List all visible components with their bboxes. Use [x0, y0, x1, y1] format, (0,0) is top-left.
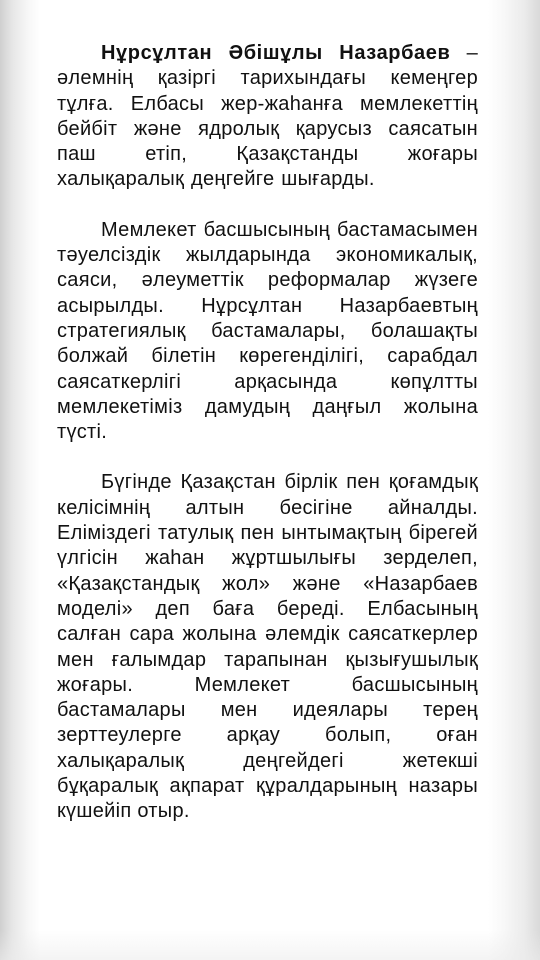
paragraph-1-text: – әлемнің қазіргі тарихындағы кемеңгер тұлға. Елбасы жер-жаһанға мемлекеттің бейбіт және ядролық қарусыз саясатын паш етіп, Қазақстанды жоғары халықаралық деңгейге шығарды. [57, 42, 478, 191]
paragraph-1 [57, 41, 478, 193]
page-bottom-shadow [0, 930, 540, 960]
paragraph-2 [57, 218, 478, 446]
article-body [57, 41, 478, 850]
page-edge-shadow-left [0, 0, 40, 960]
paragraph-3 [57, 470, 478, 824]
page-edge-shadow-right [488, 0, 540, 960]
lead-name: Нұрсұлтан Әбішұлы Назарбаев [101, 42, 451, 64]
paragraph-3-text: Бүгінде Қазақстан бірлік пен қоғамдық келісімнің алтын бесігіне айналды. Еліміздегі татулық пен ынтымақтың бірегей үлгісін жаһан жұртшылығы зерделеп, «Қазақстандық жол» және «Назарбаев моделі» деп баға береді. Елбасының салған сара жолына әлемдік саясаткерлер мен ғалымдар тарапынан қызығушылық жоғары. Мемлекет басшысының бастамалары мен идеялары терең зерттеулерге арқау болып, оған халықаралық деңгейдегі жетекші бұқаралық ақпарат құралдарының назары күшейіп отыр. [57, 471, 478, 823]
paragraph-2-text: Мемлекет басшысының бастамасымен тәуелсіздік жылдарында экономикалық, саяси, әлеуметтік реформалар жүзеге асырылды. Нұрсұлтан Назарбаевтың стратегиялық бастамалары, болашақты болжай білетін көрегенділігі, сарабдал саясаткерлігі арқасында көпұлтты мемлекетіміз дамудың даңғыл жолына түсті. [57, 218, 478, 444]
